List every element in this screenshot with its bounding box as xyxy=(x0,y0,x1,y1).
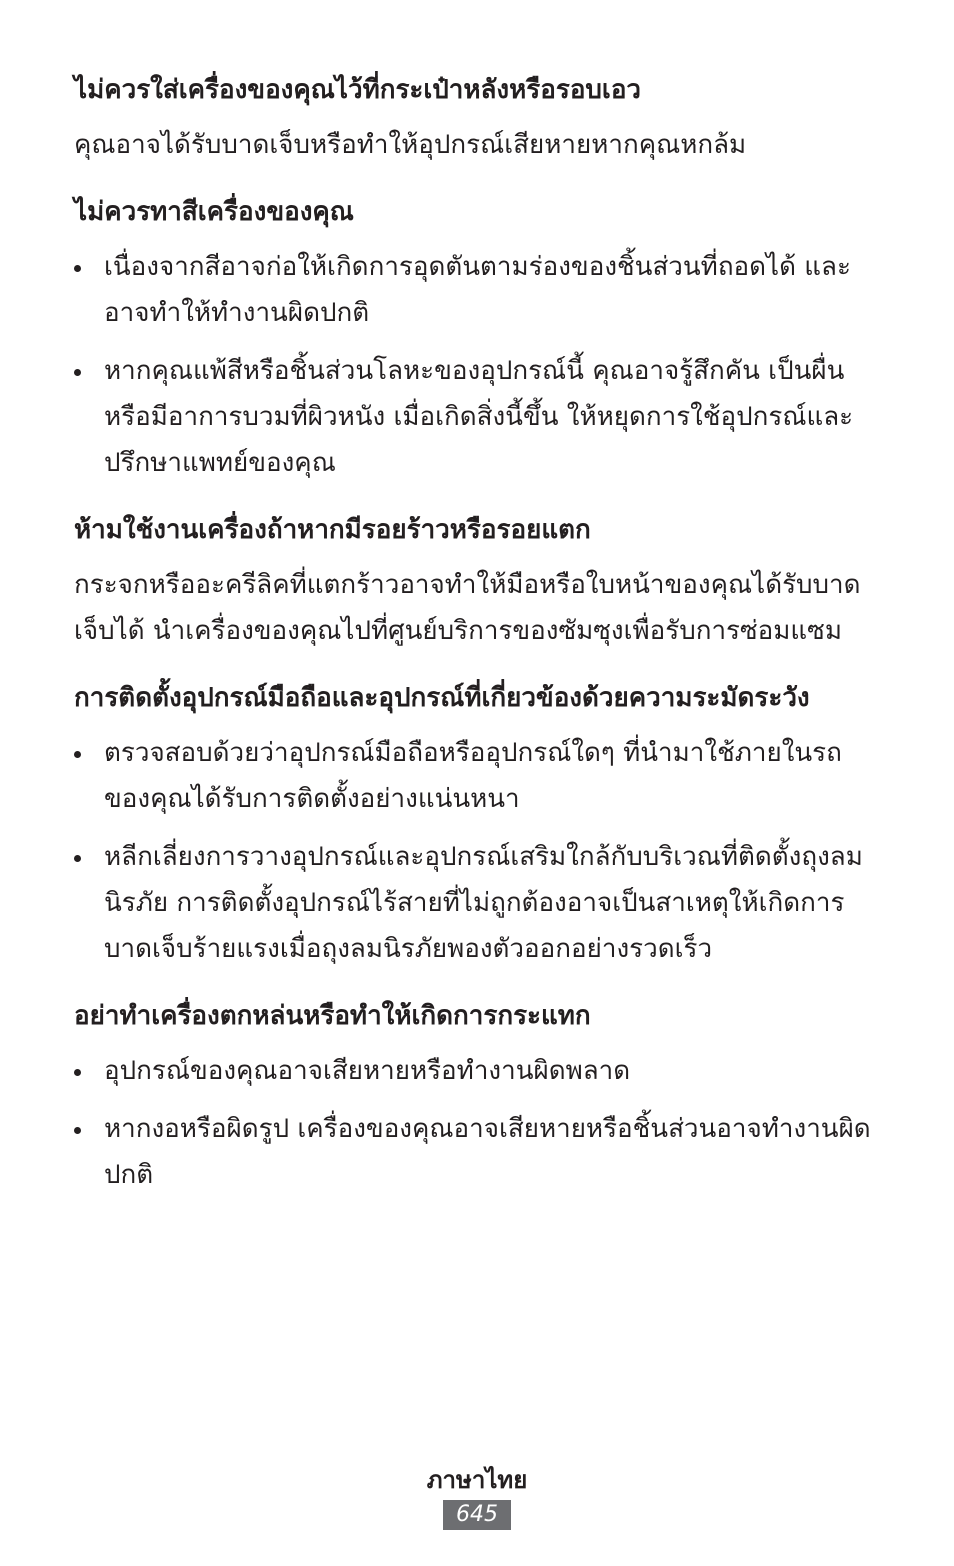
page-footer xyxy=(0,1462,954,1530)
bullet-dot-icon xyxy=(74,855,81,862)
list-item-text: อุปกรณ์ของคุณอาจเสียหายหรือทำงานผิดพลาด xyxy=(104,1056,631,1086)
list-item-text: ตรวจสอบด้วยว่าอุปกรณ์มือถือหรืออุปกรณ์ใดๆ ที่นำมาใช้ภายในรถของคุณได้รับการติดตั้งอย่างแน่นหนา xyxy=(104,738,842,814)
footer-language: ภาษาไทย xyxy=(426,1466,528,1494)
list-item xyxy=(74,730,884,822)
bullet-dot-icon xyxy=(74,265,81,272)
bullet-list xyxy=(74,1048,884,1198)
list-item-text: หลีกเลี่ยงการวางอุปกรณ์และอุปกรณ์เสริมใกล้กับบริเวณที่ติดตั้งถุงลมนิรภัย การติดตั้งอุปกรณ์ไร้สายที่ไม่ถูกต้องอาจเป็นสาเหตุให้เกิดการบาดเจ็บร้ายแรงเมื่อถุงลมนิรภัยพองตัวออกอย่างรวดเร็ว xyxy=(104,842,863,964)
list-item xyxy=(74,834,884,972)
section-heading: ไม่ควรใส่เครื่องของคุณไว้ที่กระเป๋าหลังหรือรอบเอว xyxy=(74,75,642,105)
section-heading: การติดตั้งอุปกรณ์มือถือและอุปกรณ์ที่เกี่ยวข้องด้วยความระมัดระวัง xyxy=(74,683,810,713)
list-item-text: หากงอหรือผิดรูป เครื่องของคุณอาจเสียหายหรือชิ้นส่วนอาจทำงานผิดปกติ xyxy=(104,1114,871,1190)
bullet-dot-icon xyxy=(74,751,81,758)
page-number: 645 xyxy=(443,1500,511,1530)
list-item xyxy=(74,1048,884,1094)
list-item xyxy=(74,1106,884,1198)
section-heading: อย่าทำเครื่องตกหล่นหรือทำให้เกิดการกระแทก xyxy=(74,1001,591,1031)
section-heading: ไม่ควรทาสีเครื่องของคุณ xyxy=(74,197,354,227)
document-body xyxy=(74,70,884,1198)
bullet-list xyxy=(74,244,884,486)
bullet-dot-icon xyxy=(74,1127,81,1134)
list-spacer xyxy=(74,1094,884,1106)
list-item xyxy=(74,348,884,486)
list-item-text: เนื่องจากสีอาจก่อให้เกิดการอุดตันตามร่องของชิ้นส่วนที่ถอดได้ และอาจทำให้ทำงานผิดปกติ xyxy=(104,252,851,328)
section-paragraph: คุณอาจได้รับบาดเจ็บหรือทำให้อุปกรณ์เสียหายหากคุณหกล้ม xyxy=(74,130,747,160)
bullet-dot-icon xyxy=(74,369,81,376)
bullet-list xyxy=(74,730,884,972)
section-heading: ห้ามใช้งานเครื่องถ้าหากมีรอยร้าวหรือรอยแตก xyxy=(74,515,591,545)
bullet-dot-icon xyxy=(74,1069,81,1076)
section-paragraph: กระจกหรืออะครีลิคที่แตกร้าวอาจทำให้มือหรือใบหน้าของคุณได้รับบาดเจ็บได้ นำเครื่องของคุณไปที่ศูนย์บริการของซัมซุงเพื่อรับการซ่อมแซม xyxy=(74,570,861,646)
list-item-text: หากคุณแพ้สีหรือชิ้นส่วนโลหะของอุปกรณ์นี้ คุณอาจรู้สึกคัน เป็นผื่นหรือมีอาการบวมที่ผิวหนัง เมื่อเกิดสิ่งนี้ขึ้น ให้หยุดการใช้อุปกรณ์และปรึกษาแพทย์ของคุณ xyxy=(104,356,854,478)
list-item xyxy=(74,244,884,336)
list-spacer xyxy=(74,822,884,834)
list-spacer xyxy=(74,336,884,348)
